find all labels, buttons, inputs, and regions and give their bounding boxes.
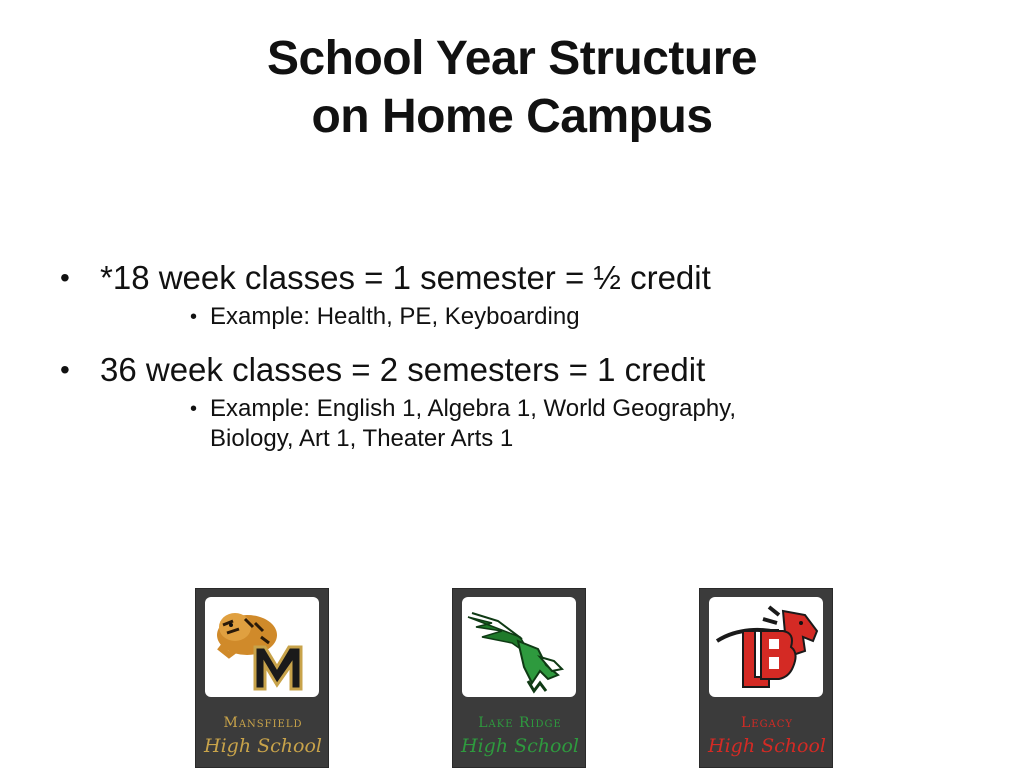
sub-bullet-item: [190, 394, 960, 454]
logo-panel: [462, 597, 576, 697]
sub-bullet-text: Example: Health, PE, Keyboarding: [210, 303, 580, 330]
eagle-icon: [462, 597, 576, 697]
slide-title: [0, 30, 1024, 146]
school-subtitle: High School: [708, 735, 826, 757]
school-name: Legacy: [740, 715, 794, 731]
title-line-2: on Home Campus: [311, 90, 713, 143]
bullet-text: 36 week classes = 2 semesters = 1 credit: [100, 351, 706, 388]
bullet-item: [60, 258, 960, 298]
school-subtitle: High School: [204, 735, 322, 757]
bullet-text: *18 week classes = 1 semester = ½ credit: [100, 259, 711, 296]
tiger-icon: [205, 597, 319, 697]
school-name: Mansfield: [223, 715, 303, 731]
school-name: Lake Ridge: [478, 715, 562, 731]
sub-bullet-item: [190, 302, 960, 332]
bullet-list: [60, 258, 960, 472]
sub-bullet-text-line-2: Biology, Art 1, Theater Arts 1: [210, 425, 514, 452]
bullet-dot-icon: •: [60, 354, 70, 385]
sub-bullet-dot-icon: •: [190, 398, 198, 420]
bullet-dot-icon: •: [60, 262, 70, 293]
title-line-1: School Year Structure: [266, 32, 758, 85]
sub-bullet-text-line-1: Example: English 1, Algebra 1, World Geography,: [210, 395, 737, 422]
logo-panel: [709, 597, 823, 697]
school-subtitle: High School: [461, 735, 579, 757]
legacy-logo: [699, 588, 833, 768]
lake-ridge-logo: [452, 588, 586, 768]
sub-bullet-dot-icon: •: [190, 306, 198, 328]
school-logos: [0, 588, 1024, 768]
bullet-item: [60, 350, 960, 390]
logo-panel: [205, 597, 319, 697]
mustang-icon: [709, 597, 823, 697]
mansfield-logo: [195, 588, 329, 768]
